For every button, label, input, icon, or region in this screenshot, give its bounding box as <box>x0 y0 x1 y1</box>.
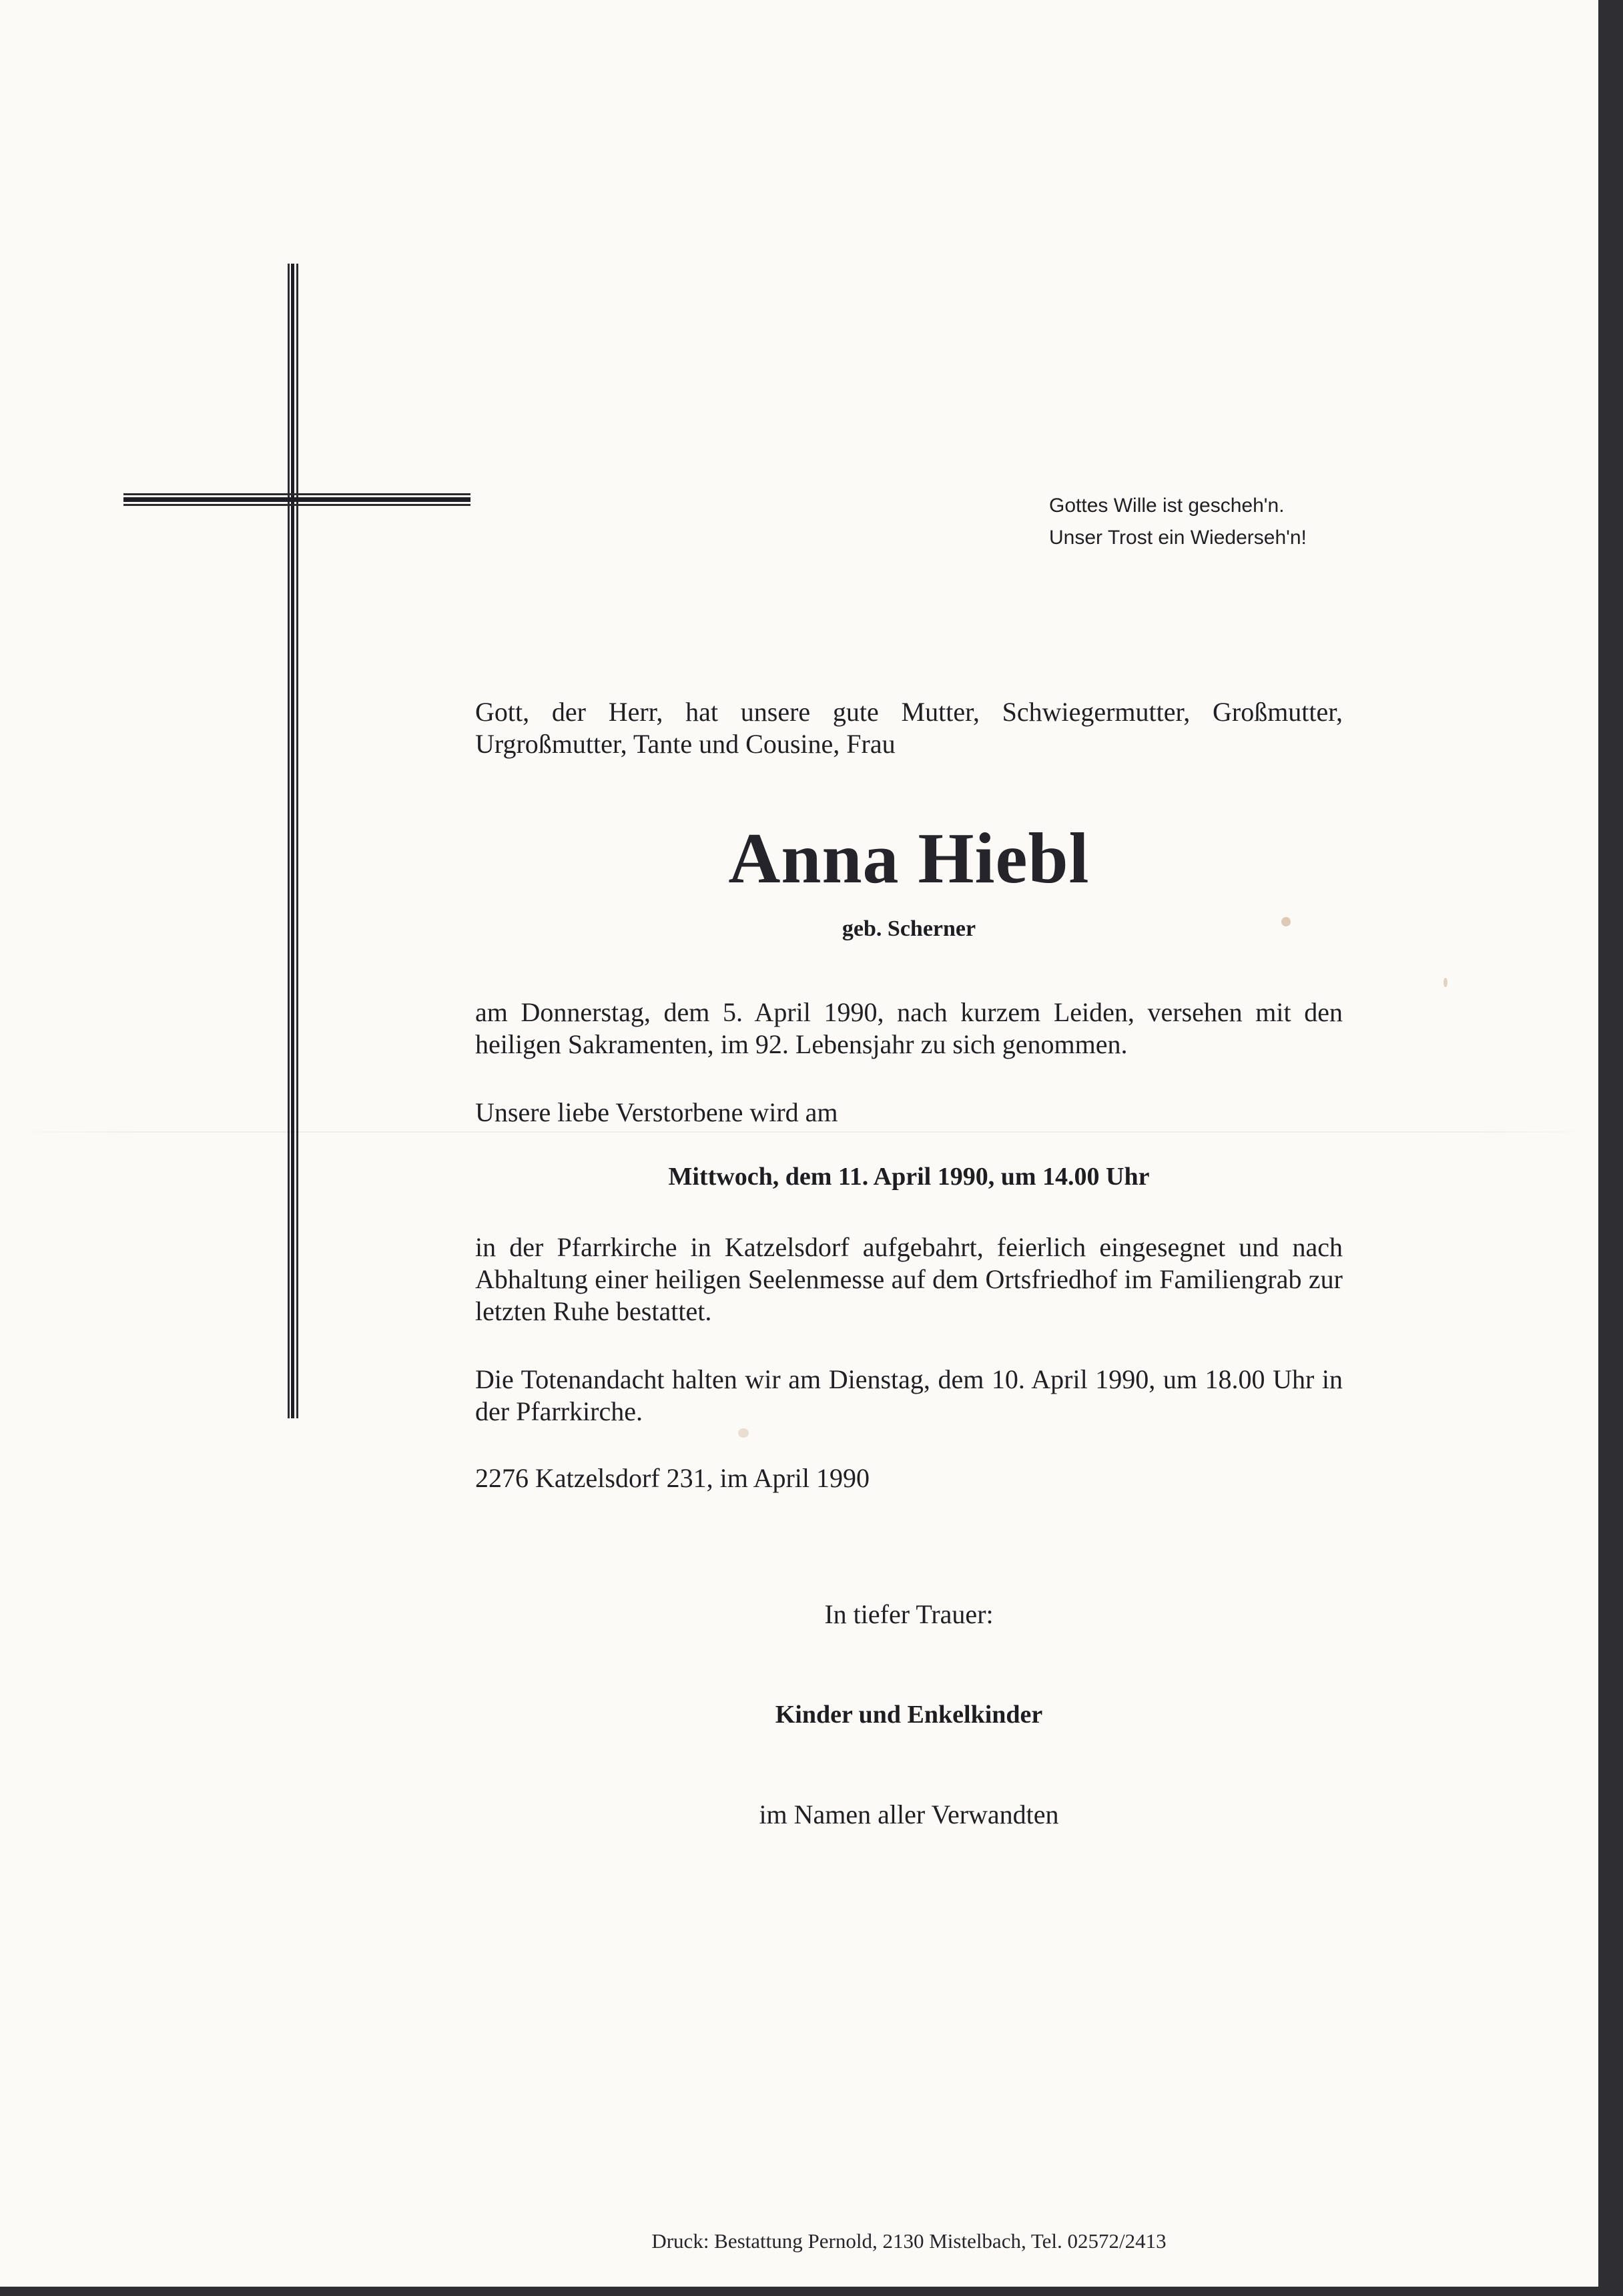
scan-edge-right <box>1598 0 1623 2296</box>
intro-paragraph: Gott, der Herr, hat unsere gute Mutter, Schwiegermutter, Großmutter, Urgroßmutter, Tante und Cousine, Frau <box>475 697 1343 759</box>
maiden-name: geb. Scherner <box>842 916 976 941</box>
scan-edge-bottom <box>0 2287 1623 2296</box>
motto-line-1: Gottes Wille ist gescheh'n. <box>1049 495 1285 517</box>
wake-intro: Unsere liebe Verstorbene wird am <box>475 1097 838 1127</box>
cross-icon <box>123 264 470 1418</box>
deceased-name: Anna Hiebl <box>728 819 1090 898</box>
relatives-line: im Namen aller Verwandten <box>759 1799 1059 1829</box>
printer-imprint: Druck: Bestattung Pernold, 2130 Mistelbach, Tel. 02572/2413 <box>651 2229 1167 2253</box>
paper-stain <box>738 1428 749 1438</box>
funeral-date: Mittwoch, dem 11. April 1990, um 14.00 Uhr <box>668 1163 1150 1191</box>
motto <box>1049 490 1396 554</box>
place-date: 2276 Katzelsdorf 231, im April 1990 <box>475 1463 870 1493</box>
death-notice-paragraph: am Donnerstag, dem 5. April 1990, nach kurzem Leiden, versehen mit den heiligen Sakramenten, im 92. Lebensjahr zu sich genommen. <box>475 997 1343 1059</box>
motto-line-2: Unser Trost ein Wiederseh'n! <box>1049 527 1307 549</box>
funeral-paragraph: in der Pfarrkirche in Katzelsdorf aufgebahrt, feierlich eingesegnet und nach Abhaltung einer heiligen Seelenmesse auf dem Ortsfriedhof im Familiengrab zur letzten Ruhe bestattet. <box>475 1232 1343 1326</box>
paper-stain <box>1443 978 1447 987</box>
vigil-paragraph: Die Totenandacht halten wir am Dienstag, dem 10. April 1990, um 18.00 Uhr in der Pfarrkirche. <box>475 1364 1343 1426</box>
family-signature: Kinder und Enkelkinder <box>775 1701 1043 1729</box>
mourning-line: In tiefer Trauer: <box>824 1599 994 1629</box>
